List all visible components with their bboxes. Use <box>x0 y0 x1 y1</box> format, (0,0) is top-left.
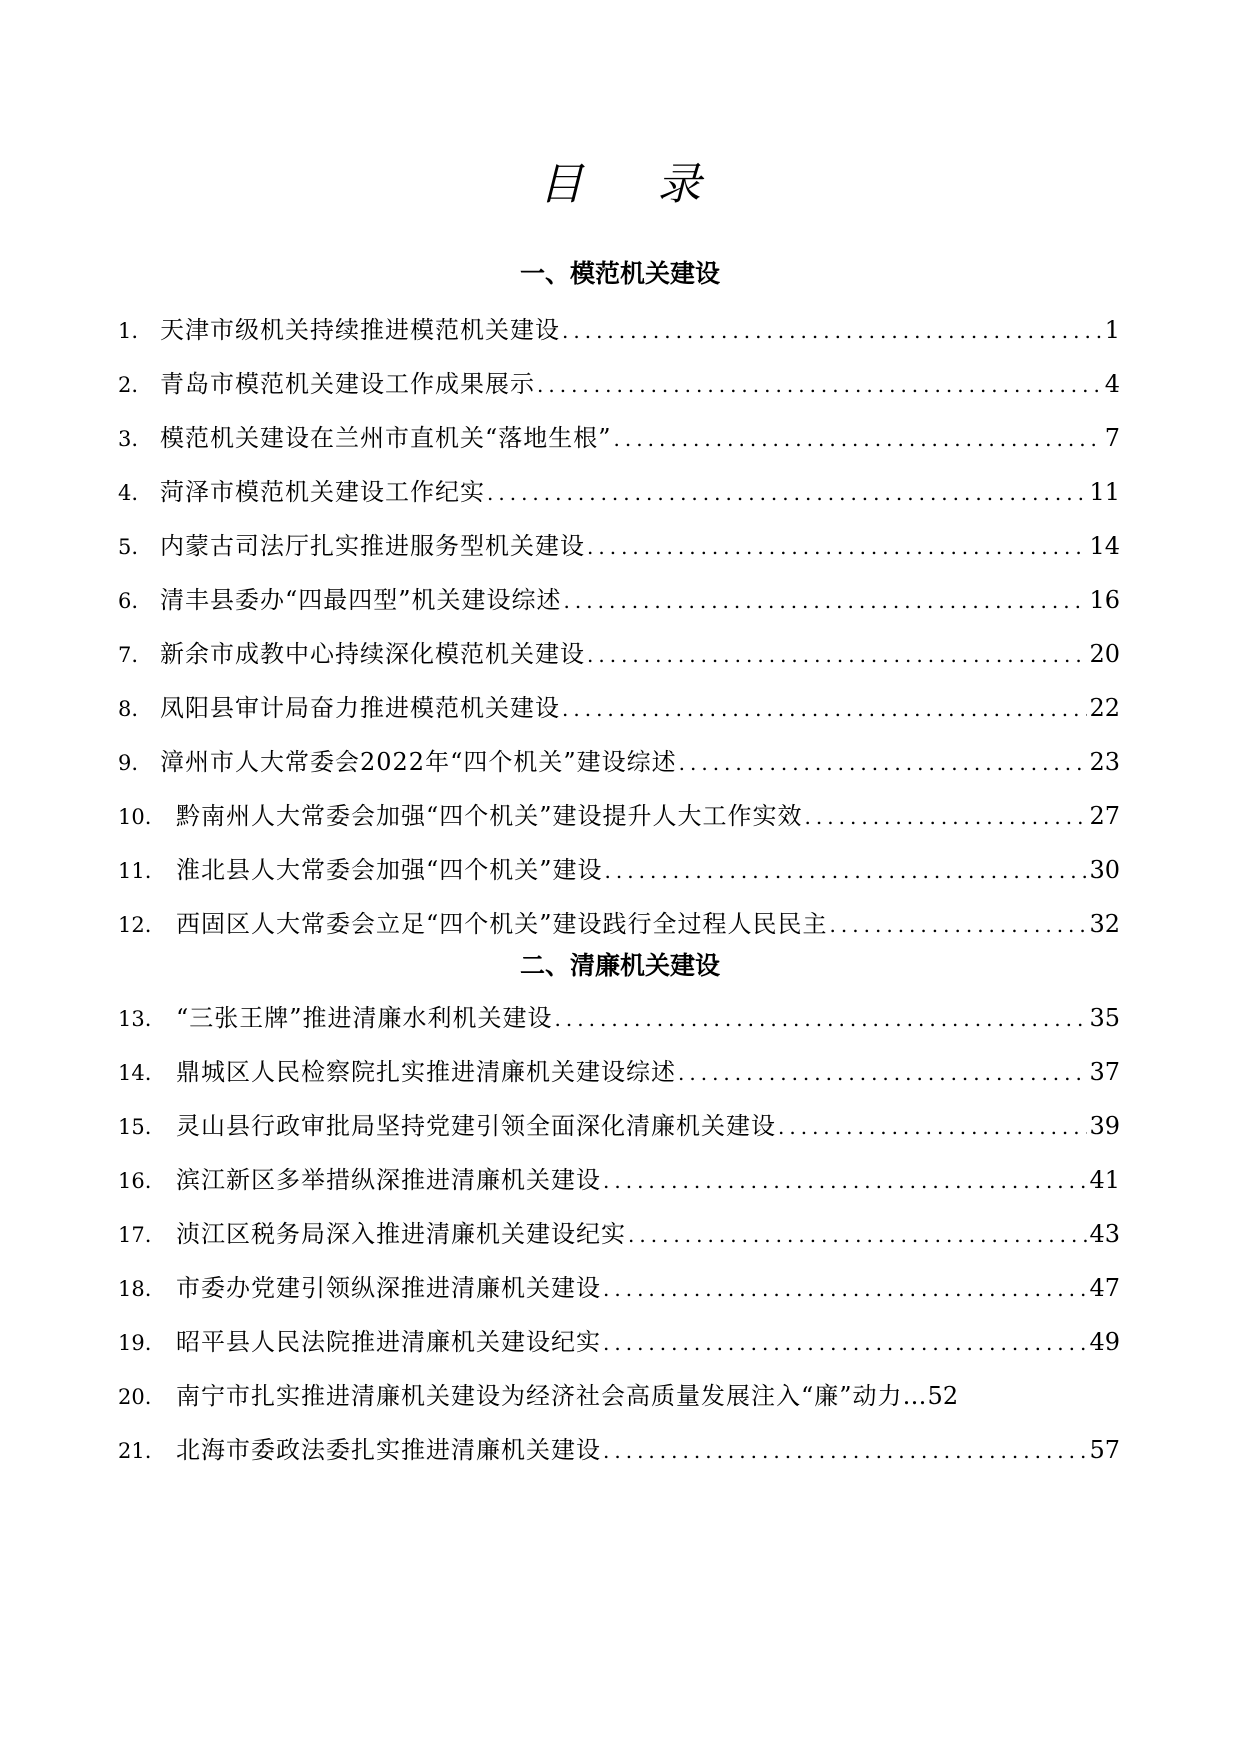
dot-leader <box>679 743 1088 783</box>
toc-entry-number: 4. <box>118 481 139 505</box>
toc-entry[interactable] <box>118 1430 1120 1470</box>
toc-entry-number: 15. <box>118 1115 152 1139</box>
toc-entry-number: 5. <box>118 535 139 559</box>
toc-entry-title: 菏泽市模范机关建设工作纪实 <box>160 478 485 506</box>
toc-entry-number: 1. <box>118 319 139 343</box>
dot-leader <box>587 635 1087 675</box>
toc-entry-page: 30 <box>1089 856 1120 884</box>
dot-leader <box>562 689 1087 729</box>
dot-leader <box>603 1431 1087 1471</box>
toc-entry-page: 47 <box>1089 1274 1120 1302</box>
toc-entry-title: 滨江新区多举措纵深推进清廉机关建设 <box>176 1166 601 1194</box>
toc-entry-title: 漳州市人大常委会2022年“四个机关”建设综述 <box>160 748 677 776</box>
toc-entry-page: 39 <box>1089 1112 1120 1140</box>
toc-entry[interactable] <box>118 1268 1120 1308</box>
toc-entry-page: 52 <box>927 1382 959 1410</box>
toc-entry-number: 12. <box>118 913 152 937</box>
toc-entry-number: 18. <box>118 1277 152 1301</box>
toc-entry-page: 23 <box>1089 748 1120 776</box>
dot-leader <box>603 1323 1087 1363</box>
toc-entry-number: 11. <box>118 859 152 883</box>
dot-leader <box>562 311 1103 351</box>
toc-entry-title: 鼎城区人民检察院扎实推进清廉机关建设综述 <box>176 1058 676 1086</box>
toc-entry-page: 27 <box>1089 802 1120 830</box>
toc-entry-title: 清丰县委办“四最四型”机关建设综述 <box>160 586 562 614</box>
dot-leader <box>805 797 1088 837</box>
toc-entry[interactable] <box>118 1322 1120 1362</box>
toc-entry[interactable] <box>118 364 1120 404</box>
toc-entry-page: 20 <box>1089 640 1120 668</box>
toc-entry-number: 10. <box>118 805 152 829</box>
dot-leader <box>830 905 1088 945</box>
toc-entry[interactable] <box>118 796 1120 836</box>
toc-entry-number: 7. <box>118 643 139 667</box>
toc-entry-title: 市委办党建引领纵深推进清廉机关建设 <box>176 1274 601 1302</box>
dot-leader <box>587 527 1087 567</box>
toc-entry-title: 南宁市扎实推进清廉机关建设为经济社会高质量发展注入“廉”动力… <box>176 1382 928 1410</box>
toc-entry[interactable] <box>118 310 1120 350</box>
toc-entry-page: 35 <box>1089 1004 1120 1032</box>
toc-entry-number: 16. <box>118 1169 152 1193</box>
toc-entry[interactable] <box>118 472 1120 512</box>
section-heading-1: 一、模范机关建设 <box>519 259 720 288</box>
toc-entry-title: 新余市成教中心持续深化模范机关建设 <box>160 640 585 668</box>
toc-entry[interactable] <box>118 688 1120 728</box>
dot-leader <box>564 581 1088 621</box>
toc-entry-page: 37 <box>1089 1058 1120 1086</box>
toc-entry-number: 13. <box>118 1007 152 1031</box>
page-title: 目 录 <box>539 159 731 210</box>
toc-entry-number: 3. <box>118 427 139 451</box>
toc-entry-number: 8. <box>118 697 139 721</box>
toc-entry-title: 凤阳县审计局奋力推进模范机关建设 <box>160 694 560 722</box>
dot-leader <box>605 851 1088 891</box>
dot-leader <box>778 1107 1087 1147</box>
toc-entry-number: 6. <box>118 589 139 613</box>
toc-entry[interactable] <box>118 418 1120 458</box>
toc-entry-title: “三张王牌”推进清廉水利机关建设 <box>176 1004 553 1032</box>
toc-entry-number: 17. <box>118 1223 152 1247</box>
toc-entry-title: 浈江区税务局深入推进清廉机关建设纪实 <box>176 1220 626 1248</box>
toc-entry-page: 57 <box>1089 1436 1120 1464</box>
toc-entry-page: 43 <box>1089 1220 1120 1248</box>
toc-entry[interactable] <box>118 526 1120 566</box>
toc-entry-page: 16 <box>1089 586 1120 614</box>
toc-entry-page: 11 <box>1089 478 1120 506</box>
toc-entry[interactable] <box>118 742 1120 782</box>
toc-entry-title: 北海市委政法委扎实推进清廉机关建设 <box>176 1436 601 1464</box>
toc-entry-title: 内蒙古司法厅扎实推进服务型机关建设 <box>160 532 585 560</box>
toc-entry[interactable] <box>118 1052 1120 1092</box>
dot-leader <box>603 1161 1087 1201</box>
toc-entry-number: 19. <box>118 1331 152 1355</box>
toc-entry[interactable] <box>118 1214 1120 1254</box>
dot-leader <box>487 473 1087 513</box>
toc-entry-page: 22 <box>1089 694 1120 722</box>
toc-entry-number: 14. <box>118 1061 152 1085</box>
section-heading-2: 二、清廉机关建设 <box>519 951 720 980</box>
toc-entry[interactable] <box>118 998 1120 1038</box>
dot-leader <box>628 1215 1087 1255</box>
toc-entry[interactable] <box>118 1106 1120 1146</box>
toc-entry-page: 1 <box>1104 316 1120 344</box>
toc-entry-page: 14 <box>1089 532 1120 560</box>
dot-leader <box>555 999 1088 1039</box>
toc-entry[interactable] <box>118 1376 1120 1416</box>
toc-entry[interactable] <box>118 1160 1120 1200</box>
toc-entry-title: 模范机关建设在兰州市直机关“落地生根” <box>160 424 612 452</box>
toc-entry[interactable] <box>118 850 1120 890</box>
toc-entry-number: 20. <box>118 1385 152 1409</box>
toc-entry[interactable] <box>118 634 1120 674</box>
toc-entry-title: 天津市级机关持续推进模范机关建设 <box>160 316 560 344</box>
toc-entry-page: 4 <box>1104 370 1120 398</box>
dot-leader <box>614 419 1103 459</box>
toc-entry-number: 9. <box>118 751 139 775</box>
toc-entry[interactable] <box>118 580 1120 620</box>
toc-entry-title: 淮北县人大常委会加强“四个机关”建设 <box>176 856 603 884</box>
toc-entry-page: 7 <box>1104 424 1120 452</box>
toc-entry-page: 32 <box>1089 910 1120 938</box>
toc-entry-title: 青岛市模范机关建设工作成果展示 <box>160 370 535 398</box>
dot-leader <box>678 1053 1087 1093</box>
toc-entry[interactable] <box>118 904 1120 944</box>
toc-entry-title: 昭平县人民法院推进清廉机关建设纪实 <box>176 1328 601 1356</box>
toc-entry-number: 2. <box>118 373 139 397</box>
toc-entry-page: 49 <box>1089 1328 1120 1356</box>
toc-entry-page: 41 <box>1089 1166 1120 1194</box>
dot-leader <box>603 1269 1087 1309</box>
toc-entry-number: 21. <box>118 1439 152 1463</box>
dot-leader <box>537 365 1103 405</box>
toc-entry-title: 灵山县行政审批局坚持党建引领全面深化清廉机关建设 <box>176 1112 776 1140</box>
toc-entry-title: 西固区人大常委会立足“四个机关”建设践行全过程人民民主 <box>176 910 828 938</box>
toc-entry-title: 黔南州人大常委会加强“四个机关”建设提升人大工作实效 <box>176 802 803 830</box>
